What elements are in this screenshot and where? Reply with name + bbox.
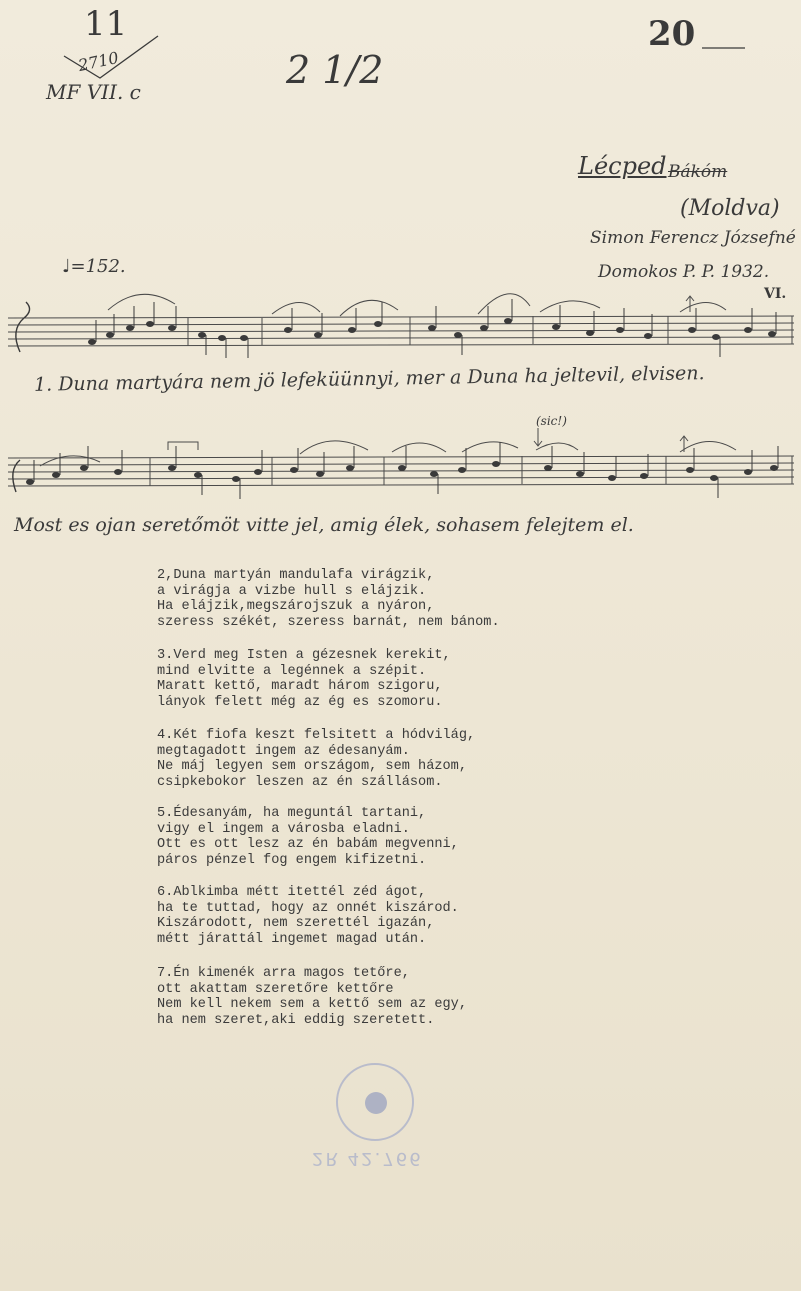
stanza-4 — [157, 728, 577, 790]
stanza-line: 5.Édesanyám, ha meguntál tartani, — [157, 806, 427, 821]
stanza-line: 7.Én kimenék arra magos tetőre, — [157, 966, 410, 981]
shelf-number: 2R 42.766 — [312, 1148, 423, 1169]
library-stamp — [336, 1063, 414, 1141]
stanza-line: Maratt kettő, maradt három szigoru, — [157, 679, 443, 695]
stanza-line: 6.Ablkimba métt itettél zéd ágot, — [157, 885, 427, 900]
stanza-line: lányok felett még az ég es szomoru. — [157, 694, 443, 710]
stanza-line: mind elvitte a legénnek a szépit. — [157, 663, 427, 679]
stanza-line: 3.Verd meg Isten a gézesnek kerekit, — [157, 648, 451, 663]
stanza-line: megtagadott ingem az édesanyám. — [157, 743, 410, 759]
stanza-line: szeress székét, szeress barnát, nem bánom. — [157, 614, 500, 630]
stanza-7 — [157, 966, 577, 1028]
stanza-6 — [157, 885, 577, 947]
stanza-line: Ott es ott lesz az én babám megvenni, — [157, 837, 459, 853]
place-name-struck: Bákóm — [668, 162, 728, 182]
tempo-marking: ♩=152. — [62, 256, 126, 277]
stanza-line: 2,Duna martyán mandulafa virágzik, — [157, 568, 435, 583]
page-number-top-right: 20 — [648, 14, 696, 54]
stanza-line: páros pénzel fog engem kifizetni. — [157, 852, 427, 868]
stanza-line: Ne máj legyen sem országom, sem házom, — [157, 759, 467, 775]
stanza-line: Ha elájzik,megszárojszuk a nyáron, — [157, 599, 435, 615]
stanza-line: ha te tuttad, hogy az onnét kiszárod. — [157, 900, 459, 916]
collector-date: Domokos P. P. 1932. — [598, 262, 770, 282]
stanza-line: Kiszárodott, nem szerettél igazán, — [157, 916, 435, 932]
place-name: Lécped — [578, 152, 667, 180]
stanza-line: csipkebokor leszen az én szállásom. — [157, 774, 443, 790]
stanza-2 — [157, 568, 577, 630]
stanza-5 — [157, 806, 577, 868]
stanza-3 — [157, 648, 577, 710]
section-mark: VI. — [764, 286, 787, 302]
catalog-code: 2710 — [76, 47, 121, 76]
stanza-line: ott akattam szeretőre kettőre — [157, 981, 394, 997]
singer-name: Simon Ferencz Józsefné — [590, 228, 796, 248]
stanza-line: vigy el ingem a városba eladni. — [157, 821, 410, 837]
page-number-top-left: 11 — [84, 4, 128, 44]
collection-mark: MF VII. c — [46, 80, 141, 104]
stanza-line: 4.Két fiofa keszt felsitett a hódvilág, — [157, 728, 476, 743]
music-staves — [0, 0, 801, 540]
sic-mark: (sic!) — [536, 414, 567, 428]
lyrics-line-1: 1. Duna martyára nem jö lefeküünnyi, mer a Duna ha jeltevil, elvisen. — [33, 362, 705, 396]
stanza-line: ha nem szeret,aki eddig szeretett. — [157, 1012, 435, 1028]
stanza-line: a virágja a vizbe hull s elájzik. — [157, 583, 427, 599]
fraction-mark: 2 1/2 — [286, 48, 384, 92]
stanza-line: Nem kell nekem sem a kettő sem az egy, — [157, 997, 467, 1013]
lyrics-line-2: Most es ojan seretőmöt vitte jel, amig élek, sohasem felejtem el. — [14, 514, 634, 536]
region-name: (Moldva) — [680, 196, 780, 221]
stanza-line: métt járattál ingemet magad után. — [157, 931, 427, 947]
